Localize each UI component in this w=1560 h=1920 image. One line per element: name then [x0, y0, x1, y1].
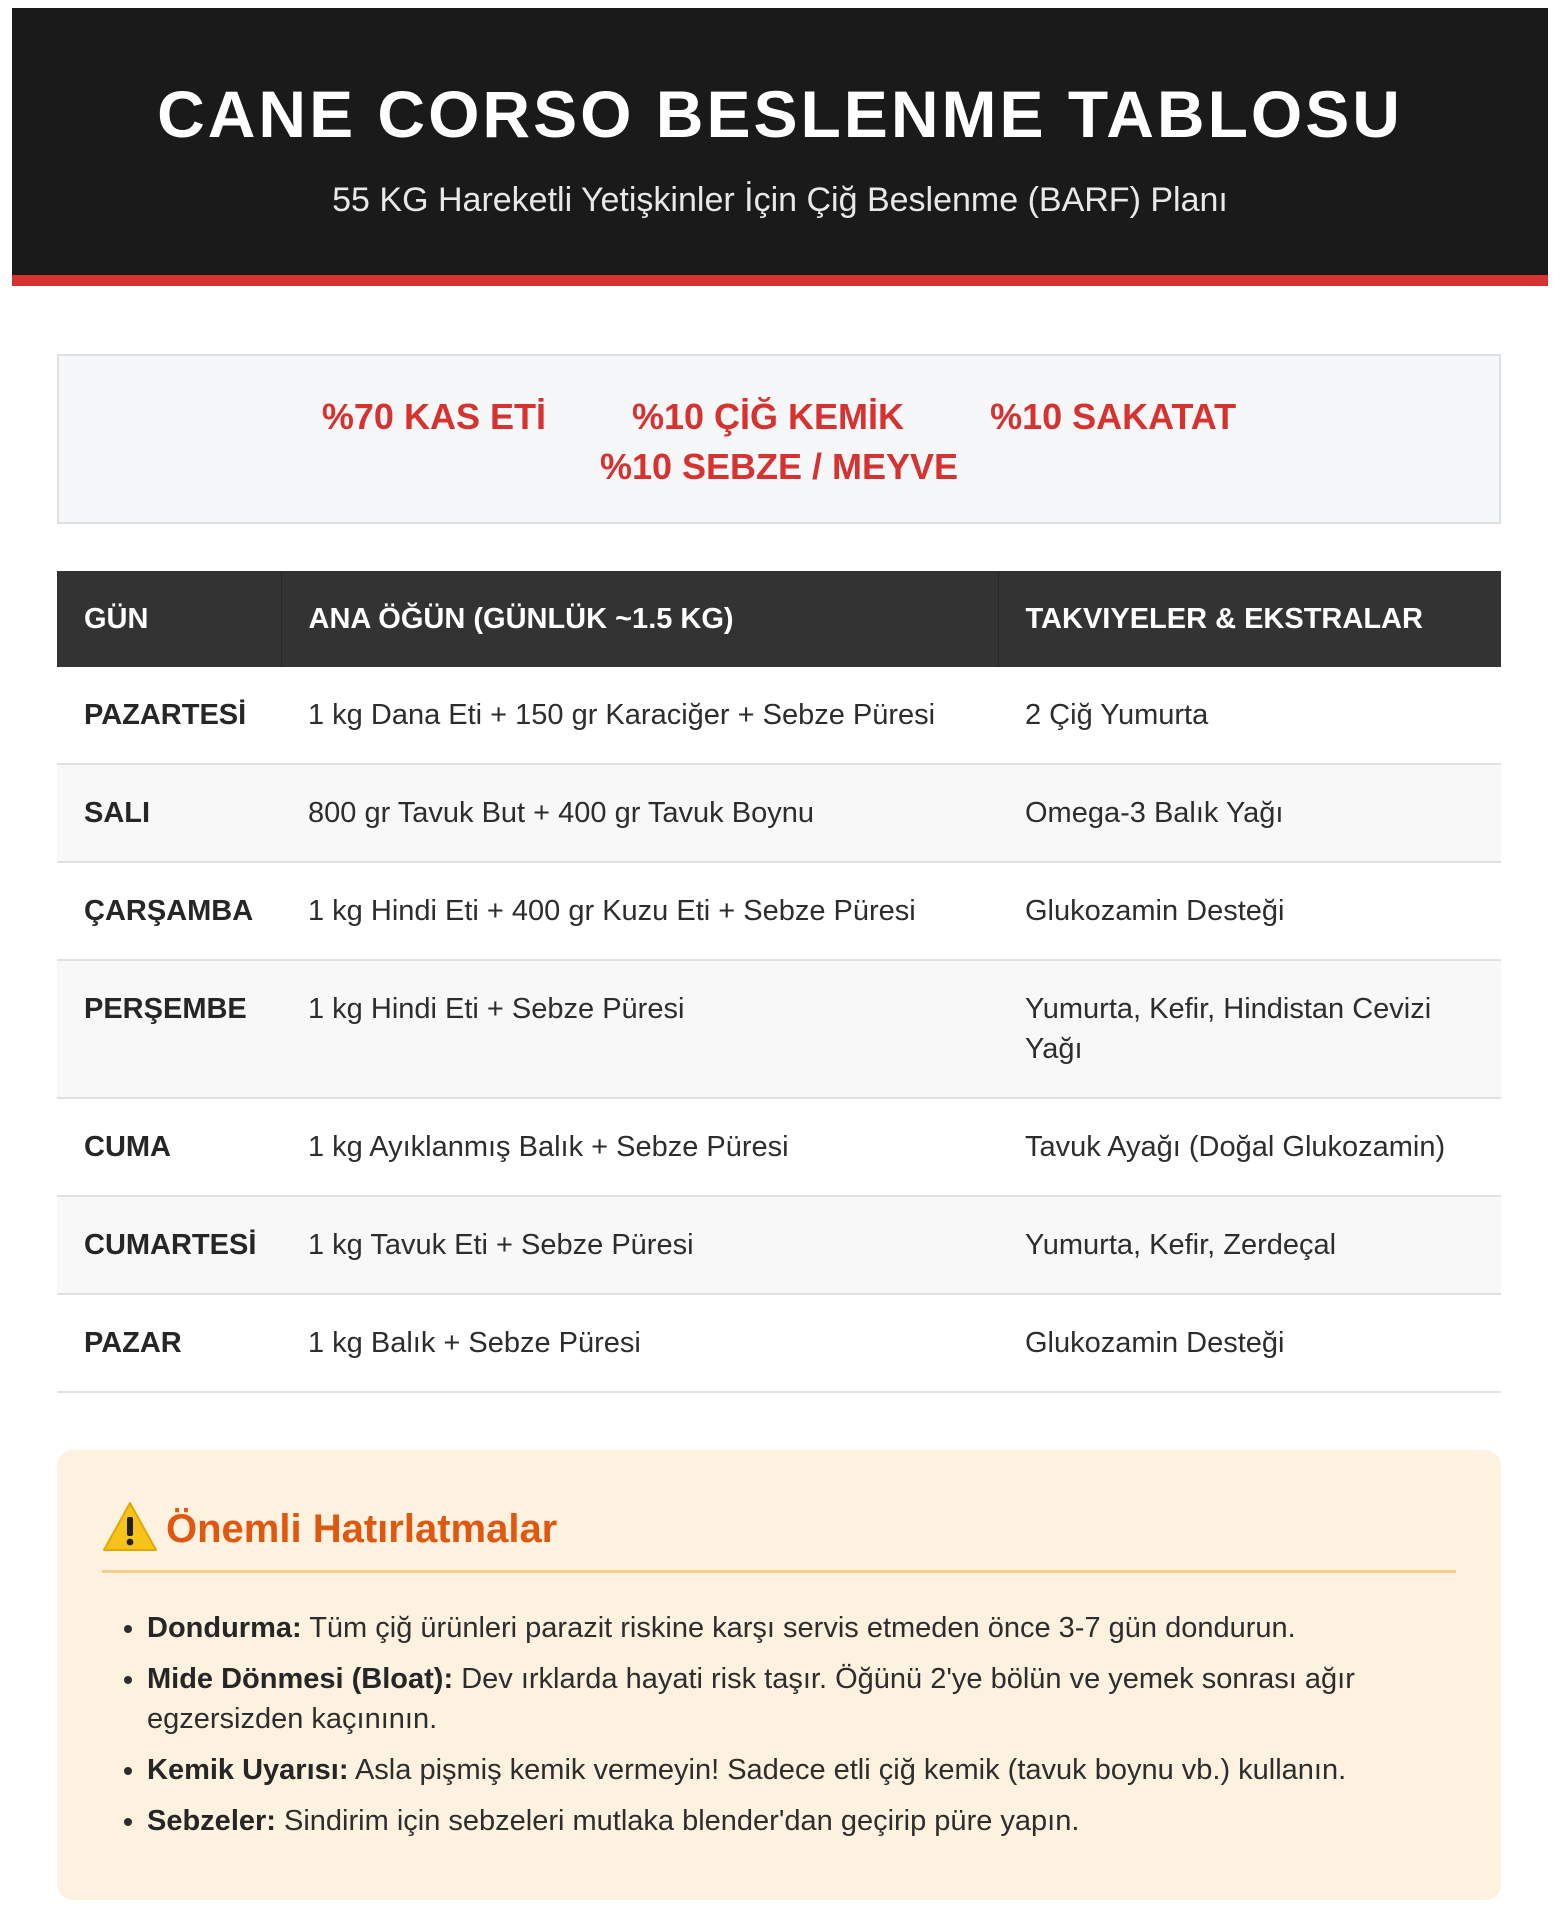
meal-cell: 800 gr Tavuk But + 400 gr Tavuk Boynu	[281, 764, 998, 862]
day-cell: SALI	[57, 764, 281, 862]
extras-cell: Omega-3 Balık Yağı	[998, 764, 1501, 862]
feeding-plan-table	[57, 571, 1501, 1393]
reminders-list	[129, 1608, 1437, 1852]
ratio-row-primary	[59, 392, 1499, 442]
table-row	[57, 960, 1501, 1098]
extras-cell: Yumurta, Kefir, Zerdeçal	[998, 1196, 1501, 1294]
day-cell: PAZARTESİ	[57, 667, 281, 764]
ratio-veg: %10 SEBZE / MEYVE	[599, 446, 959, 487]
page-header	[12, 8, 1548, 286]
list-item	[147, 1659, 1437, 1739]
reminders-header	[102, 1500, 1456, 1573]
page-subtitle: 55 KG Hareketli Yetişkinler İçin Çiğ Beslenme (BARF) Planı	[332, 181, 1228, 219]
column-header-extras: TAKVIYELER & EKSTRALAR	[998, 571, 1501, 667]
ratio-muscle: %70 KAS ETİ	[321, 396, 546, 437]
reminder-text: Dev ırklarda hayati risk taşır. Öğünü 2'ye bölün ve yemek sonrası ağır egzersizden kaçınının.	[147, 1663, 1355, 1735]
list-item	[147, 1801, 1437, 1841]
table-row	[57, 862, 1501, 960]
barf-ratio-box	[57, 354, 1501, 524]
reminder-label: Mide Dönmesi (Bloat):	[147, 1663, 454, 1695]
reminders-title: Önemli Hatırlatmalar	[166, 1507, 558, 1551]
extras-cell: 2 Çiğ Yumurta	[998, 667, 1501, 764]
meal-cell: 1 kg Balık + Sebze Püresi	[281, 1294, 998, 1392]
extras-cell: Glukozamin Desteği	[998, 862, 1501, 960]
extras-cell: Glukozamin Desteği	[998, 1294, 1501, 1392]
extras-cell: Yumurta, Kefir, Hindistan Cevizi Yağı	[998, 960, 1501, 1098]
ratio-row-secondary	[59, 442, 1499, 492]
day-cell: CUMARTESİ	[57, 1196, 281, 1294]
column-header-meal: ANA ÖĞÜN (GÜNLÜK ~1.5 KG)	[281, 571, 998, 667]
extras-cell: Tavuk Ayağı (Doğal Glukozamin)	[998, 1098, 1501, 1196]
day-cell: ÇARŞAMBA	[57, 862, 281, 960]
list-item	[147, 1608, 1437, 1648]
day-cell: CUMA	[57, 1098, 281, 1196]
table-row	[57, 1196, 1501, 1294]
ratio-organ: %10 SAKATAT	[990, 396, 1237, 437]
table-row	[57, 1294, 1501, 1392]
meal-cell: 1 kg Tavuk Eti + Sebze Püresi	[281, 1196, 998, 1294]
day-cell: PAZAR	[57, 1294, 281, 1392]
reminder-label: Sebzeler:	[147, 1805, 276, 1837]
reminder-text: Sindirim için sebzeleri mutlaka blender'dan geçirip püre yapın.	[284, 1805, 1080, 1837]
reminder-label: Dondurma:	[147, 1612, 302, 1644]
page-title: CANE CORSO BESLENME TABLOSU	[157, 77, 1403, 151]
table-row	[57, 764, 1501, 862]
meal-cell: 1 kg Dana Eti + 150 gr Karaciğer + Sebze Püresi	[281, 667, 998, 764]
table-row	[57, 1098, 1501, 1196]
ratio-bone: %10 ÇİĞ KEMİK	[631, 396, 905, 437]
table-header-row	[57, 571, 1501, 667]
day-cell: PERŞEMBE	[57, 960, 281, 1098]
reminders-panel	[57, 1450, 1501, 1900]
column-header-day: GÜN	[57, 571, 281, 667]
meal-cell: 1 kg Ayıklanmış Balık + Sebze Püresi	[281, 1098, 998, 1196]
table-row	[57, 667, 1501, 764]
reminder-label: Kemik Uyarısı:	[147, 1754, 349, 1786]
meal-cell: 1 kg Hindi Eti + 400 gr Kuzu Eti + Sebze Püresi	[281, 862, 998, 960]
reminder-text: Tüm çiğ ürünleri parazit riskine karşı servis etmeden önce 3-7 gün dondurun.	[309, 1612, 1296, 1644]
warning-icon	[102, 1500, 158, 1554]
list-item	[147, 1750, 1437, 1790]
meal-cell: 1 kg Hindi Eti + Sebze Püresi	[281, 960, 998, 1098]
reminder-text: Asla pişmiş kemik vermeyin! Sadece etli çiğ kemik (tavuk boynu vb.) kullanın.	[354, 1754, 1347, 1786]
